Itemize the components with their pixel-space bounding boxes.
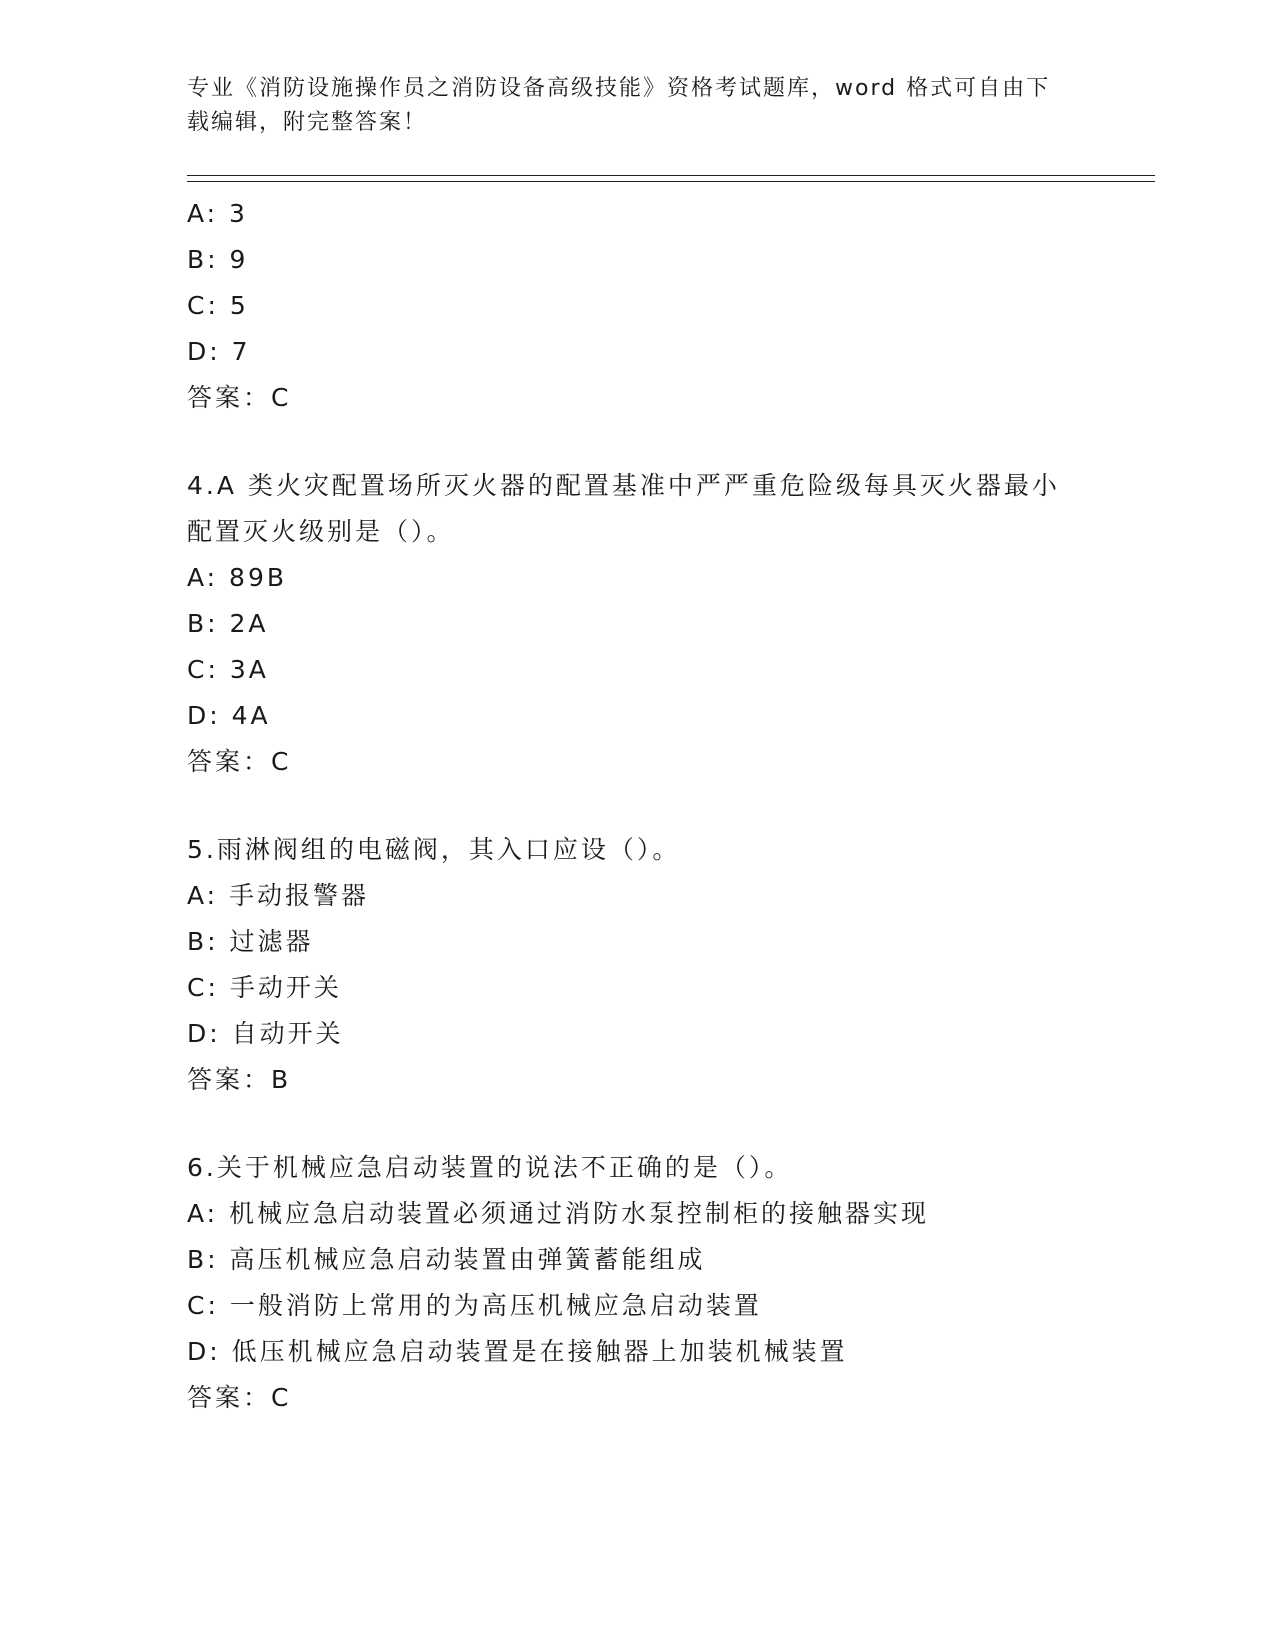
header-divider-top — [187, 175, 1155, 176]
question-line-1: 4.A 类火灾配置场所灭火器的配置基准中严严重危险级每具灭火器最小 — [187, 471, 1060, 500]
question-block-5 — [187, 827, 1167, 1103]
option-d: D: 低压机械应急启动装置是在接触器上加装机械装置 — [187, 1337, 848, 1366]
option-d: D: 4A — [187, 701, 271, 730]
answer-line: 答案：C — [187, 1383, 292, 1412]
question-line-2: 配置灭火级别是（）。 — [187, 517, 455, 546]
header-line-2: 载编辑，附完整答案！ — [187, 110, 428, 135]
question-block-4 — [187, 463, 1167, 785]
question-line-1: 6.关于机械应急启动装置的说法不正确的是（）。 — [187, 1153, 793, 1182]
option-b: B: 2A — [187, 609, 269, 638]
question-text — [187, 827, 1167, 873]
header-line-1: 专业《消防设施操作员之消防设备高级技能》资格考试题库，word 格式可自由下 — [187, 76, 1051, 101]
answer-line: 答案：B — [187, 1065, 292, 1094]
option-c: C: 5 — [187, 291, 249, 320]
option-a: A: 手动报警器 — [187, 881, 370, 910]
option-c: C: 一般消防上常用的为高压机械应急启动装置 — [187, 1291, 762, 1320]
header-divider-bottom — [187, 181, 1155, 182]
question-block-6 — [187, 1145, 1167, 1421]
option-d: D: 7 — [187, 337, 251, 366]
option-a: A: 机械应急启动装置必须通过消防水泵控制柜的接触器实现 — [187, 1199, 930, 1228]
option-c: C: 3A — [187, 655, 269, 684]
option-a: A: 3 — [187, 199, 248, 228]
question-text — [187, 1145, 1167, 1191]
question-line-1: 5.雨淋阀组的电磁阀，其入口应设（）。 — [187, 835, 681, 864]
option-b: B: 过滤器 — [187, 927, 314, 956]
option-b: B: 高压机械应急启动装置由弹簧蓄能组成 — [187, 1245, 706, 1274]
question-list — [187, 191, 1167, 1421]
answer-line: 答案：C — [187, 383, 292, 412]
option-c: C: 手动开关 — [187, 973, 342, 1002]
option-b: B: 9 — [187, 245, 249, 274]
question-block-3 — [187, 191, 1167, 421]
question-text — [187, 463, 1167, 555]
option-a: A: 89B — [187, 563, 287, 592]
answer-line: 答案：C — [187, 747, 292, 776]
document-header — [187, 72, 1087, 140]
option-d: D: 自动开关 — [187, 1019, 344, 1048]
